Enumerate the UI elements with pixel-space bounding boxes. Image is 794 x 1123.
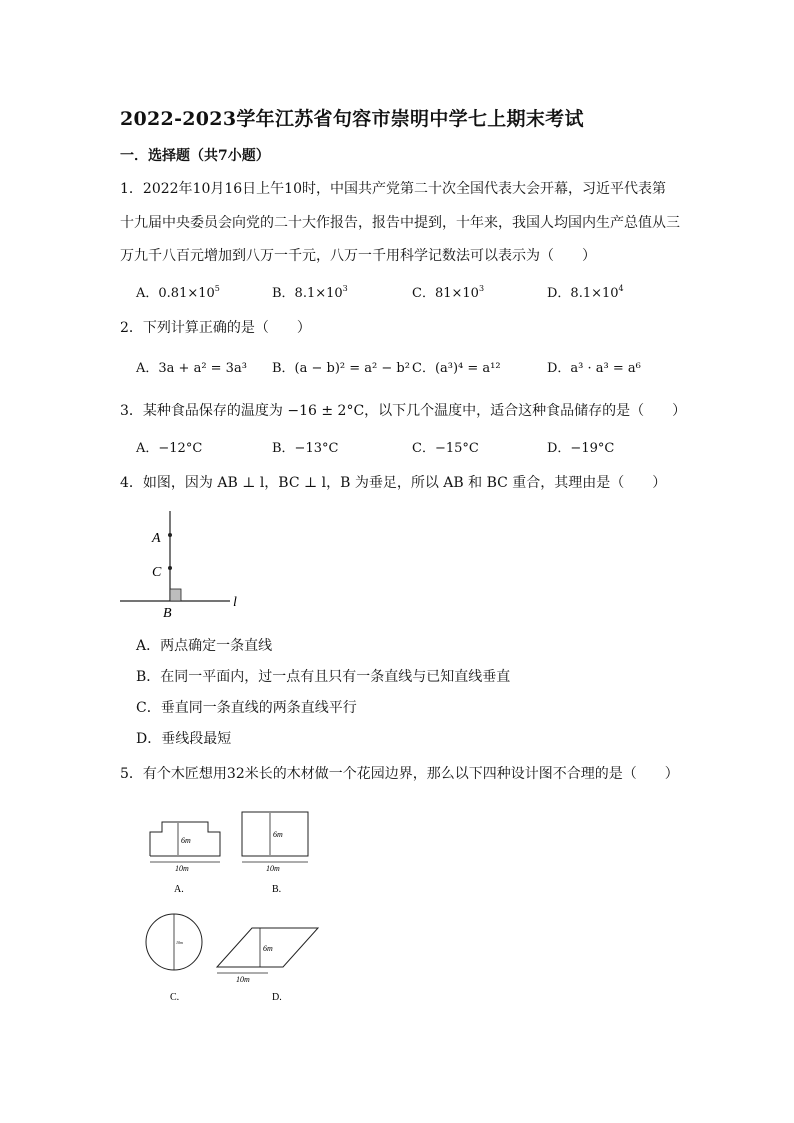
q4-figure [110, 505, 260, 620]
letter-b: B. [272, 884, 282, 895]
width-label: 10m [266, 864, 280, 873]
q3-option-c[interactable]: C．−15°C [412, 441, 479, 456]
q4-option-b[interactable]: B．在同一平面内，过一点有且只有一条直线与已知直线垂直 [136, 669, 511, 685]
q1-option-a[interactable]: A．$0.81\times 10^5$ [136, 284, 220, 301]
q1-option-d[interactable]: D．$8.1\times 10^4$ [547, 284, 624, 301]
point-a [168, 533, 172, 537]
height-label: 6m [181, 836, 191, 845]
right-angle-mark [170, 589, 181, 601]
width-label: 10m [175, 864, 189, 873]
q5-figure-d [212, 912, 324, 1007]
q5-figure-a [140, 810, 230, 895]
q2-option-c[interactable]: C．(a³)⁴ = a¹² [412, 361, 501, 376]
point-c [168, 566, 172, 570]
q1-option-b[interactable]: B．$8.1\times 10^3$ [272, 284, 348, 301]
q5-figure-b [232, 810, 322, 895]
q4-option-a[interactable]: A．两点确定一条直线 [136, 638, 273, 654]
letter-d: D. [272, 992, 282, 1003]
section-heading: 一．选择题（共7小题） [120, 148, 270, 164]
height-label: 6m [273, 830, 283, 839]
q3-option-b[interactable]: B．−13°C [272, 441, 339, 456]
q3-option-a[interactable]: A．−12°C [136, 441, 203, 456]
q1-line3: 万九千八百元增加到八万一千元，八万一千用科学记数法可以表示为（ ） [120, 248, 596, 264]
q1-option-c[interactable]: C．$81\times 10^3$ [412, 284, 485, 301]
q5-figure-c [135, 912, 215, 1007]
q4-option-d[interactable]: D．垂线段最短 [136, 731, 232, 747]
label-l: l [233, 595, 237, 610]
height-label: 6m [263, 944, 273, 953]
page-title: 2022-2023学年江苏省句容市崇明中学七上期末考试 [120, 108, 584, 130]
width-label: 10m [236, 975, 250, 984]
q1-line1: 1．2022年10月16日上午10时，中国共产党第二十次全国代表大会开幕，习近平代表第 [120, 181, 666, 197]
diameter-label: 10m [176, 940, 183, 945]
letter-a: A. [174, 884, 184, 895]
q1-line2: 十九届中央委员会向党的二十大作报告，报告中提到，十年来，我国人均国内生产总值从三 [120, 215, 680, 231]
q2-option-b[interactable]: B．(a − b)² = a² − b² [272, 361, 410, 376]
q2-stem: 2．下列计算正确的是（ ） [120, 320, 311, 336]
q4-option-c[interactable]: C．垂直同一条直线的两条直线平行 [136, 700, 357, 716]
q3-option-d[interactable]: D．−19°C [547, 441, 615, 456]
q3-stem: 3．某种食品保存的温度为 −16 ± 2°C，以下几个温度中，适合这种食品储存的是（ ） [120, 403, 687, 419]
letter-c: C. [170, 992, 180, 1003]
q2-option-a[interactable]: A．3a + a² = 3a³ [136, 361, 247, 376]
label-c: C [152, 565, 162, 580]
q5-stem: 5．有个木匠想用32米长的木材做一个花园边界，那么以下四种设计图不合理的是（ ） [120, 766, 679, 782]
q2-option-d[interactable]: D．a³ · a³ = a⁶ [547, 361, 641, 376]
q4-stem: 4．如图，因为 AB ⊥ l，BC ⊥ l，B 为垂足，所以 AB 和 BC 重合，其理由是（ ） [120, 475, 667, 491]
label-b: B [163, 606, 172, 620]
label-a: A [152, 531, 161, 546]
